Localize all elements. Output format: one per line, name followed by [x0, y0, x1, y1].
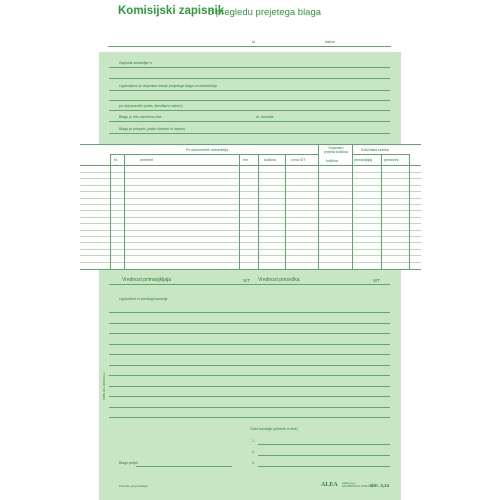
note-line	[109, 344, 390, 345]
table-row	[80, 223, 421, 224]
blank-line-2	[109, 100, 390, 101]
note-line	[109, 365, 390, 366]
col-st: št.	[114, 158, 118, 162]
col-divider-5	[285, 154, 286, 269]
zapisnik-sestavljen-label: Zapisnik sestavljen v	[119, 61, 153, 65]
st-narocila-label: št. naročila	[256, 115, 274, 119]
table-row	[80, 242, 421, 243]
table-row	[80, 204, 421, 205]
totals-line	[109, 284, 390, 285]
group-dobavitelj: Po dokumentih dobavitelja	[186, 148, 229, 152]
table-row	[80, 185, 421, 186]
col-presezek: presežek	[384, 158, 399, 162]
member-2-line	[258, 455, 390, 456]
col-predmet: predmet	[140, 158, 154, 162]
table-row	[80, 210, 421, 211]
note-line	[109, 407, 390, 408]
col-divider-7	[352, 144, 353, 269]
table-row	[80, 249, 421, 250]
table-row	[80, 255, 421, 256]
po-dokumentih-line	[109, 110, 390, 111]
vrednost-presezka: Vrednost presežka	[258, 277, 300, 283]
col-primanjkljaj: primanjkljaj	[354, 158, 372, 162]
col-divider-8	[381, 154, 382, 269]
datum-label: datum	[325, 40, 335, 44]
col-divider-9	[409, 154, 410, 269]
note-line	[109, 396, 390, 397]
narocen-label: Blago je bilo naročeno dne	[119, 115, 162, 119]
sit-2: SIT	[373, 278, 381, 283]
table-row	[80, 230, 421, 231]
group-dejansko: Dejansko prejeta količina	[324, 146, 348, 154]
header-fill-line	[108, 46, 391, 47]
note-line	[109, 354, 390, 355]
table-row	[80, 217, 421, 218]
col-divider-4	[258, 154, 259, 269]
form-title-rest: o pregledu prejetega blaga	[208, 6, 322, 18]
note-line	[109, 312, 390, 313]
narocen-line	[109, 121, 390, 122]
member-3-line	[258, 466, 390, 467]
note-line	[109, 375, 390, 376]
ugotovitve-box	[109, 291, 390, 419]
col-kolicina-2: količina	[326, 159, 338, 163]
form-title-bold: Komisijski zapisnik	[118, 5, 225, 17]
blago-prejel-line	[136, 466, 232, 467]
clani-komisije-label: Člani komisije (priimek in ime)	[250, 427, 298, 431]
blank-line-1	[109, 78, 390, 79]
group-line	[110, 154, 318, 155]
col-divider-1	[110, 154, 111, 269]
prispelo-line	[109, 133, 390, 134]
st-label: št.	[252, 40, 256, 44]
sit-1: SIT	[243, 278, 251, 283]
prispelo-label: Blago je prispelo (način dobave in datum)	[119, 127, 186, 131]
zapisnik-line	[109, 67, 390, 68]
col-kolicina: količina	[264, 158, 276, 162]
group-kolicinska: Količinska razlika	[361, 148, 389, 152]
member-2: 2.	[252, 450, 255, 454]
col-em: em	[243, 158, 248, 162]
footnote: Pomaže preprosteljen	[119, 484, 149, 488]
table-top-line	[80, 144, 421, 145]
member-1: 1.	[252, 439, 255, 443]
form-code: Obr. 3,14	[370, 483, 390, 488]
table-white-area	[80, 144, 421, 270]
member-3: 3.	[252, 461, 255, 465]
note-line	[109, 417, 390, 418]
note-line	[109, 386, 390, 387]
member-1-line	[258, 444, 390, 445]
side-code: ISBN 961-6000-93-3	[102, 372, 106, 400]
publisher-name: ALEA d.o.o. ZALOŽNIŠTVO TISKOVIN	[342, 482, 373, 489]
note-line	[109, 333, 390, 334]
table-row	[80, 172, 421, 173]
vrednost-primanjkljaja: Vrednost primanjkljaja	[122, 277, 172, 283]
note-line	[109, 323, 390, 324]
blago-prejel: Blago prejel	[119, 461, 138, 465]
table-row	[80, 236, 421, 237]
table-bottom-line	[80, 269, 421, 270]
col-divider-6	[318, 144, 319, 269]
po-dokumentih-label: po dokumentih (vrsta, številka in datum)	[119, 104, 183, 108]
col-divider-2	[124, 154, 125, 269]
table-row	[80, 178, 421, 179]
table-row	[80, 191, 421, 192]
ugotovitve-label: Ugotovitve in predlogi komisije	[119, 297, 168, 301]
col-divider-3	[239, 154, 240, 269]
table-row	[80, 198, 421, 199]
table-row	[80, 262, 421, 263]
publisher-logo: ALEA	[321, 482, 338, 488]
table-header-line	[80, 165, 421, 166]
col-cena: cena SIT	[291, 158, 306, 162]
ugotovljeno-label: Ugotovljeno je dejansko stanje prejetega blaga od dobavitelja	[119, 84, 217, 88]
ugotovljeno-line	[109, 90, 390, 91]
